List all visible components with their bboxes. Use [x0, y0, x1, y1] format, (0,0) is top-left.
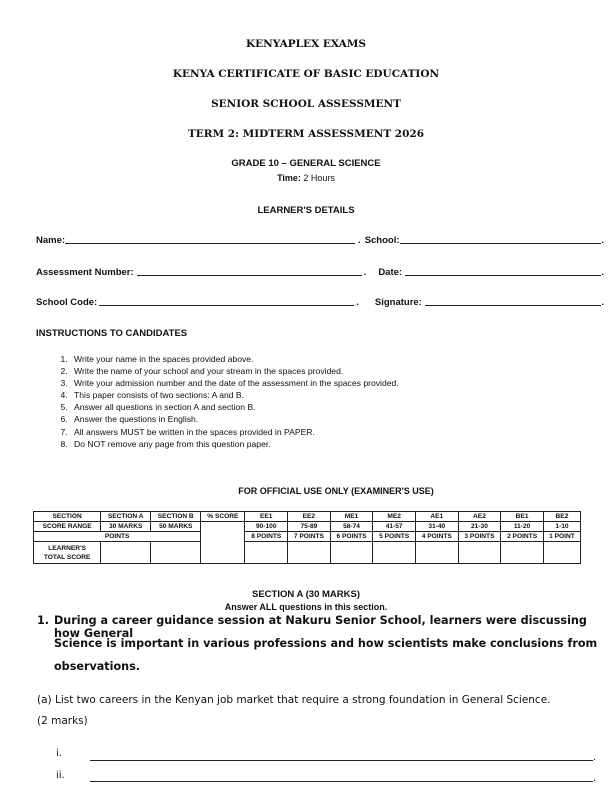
school-code-label: School Code: [36, 297, 98, 308]
table-row [34, 542, 581, 564]
instructions-title: INSTRUCTIONS TO CANDIDATES [36, 328, 188, 339]
answer-label-i: i. [56, 748, 62, 759]
question-number: 1. [37, 614, 50, 627]
instruction-item: 6. Answer the questions in English. [70, 413, 590, 425]
school-code-field[interactable] [99, 305, 354, 306]
instruction-item: 7. All answers MUST be written in the spaces provided in PAPER. [70, 426, 590, 438]
part-a-text-line-1: (a) List two careers in the Kenyan job market that require a strong foundation in General Science. [37, 694, 551, 706]
instruction-item: 3. Write your admission number and the date of the assessment in the spaces provided. [70, 377, 590, 389]
table-row [34, 522, 581, 532]
signature-field[interactable] [425, 305, 602, 306]
answer-line-ii[interactable] [90, 781, 593, 782]
table-cell: 1-10 [543, 522, 580, 532]
instruction-item: 5. Answer all questions in section A and section B. [70, 401, 590, 413]
table-cell: SECTION A [101, 512, 151, 522]
signature-label: Signature: [374, 297, 422, 308]
table-cell[interactable] [245, 542, 288, 564]
time-value: 2 Hours [303, 173, 335, 183]
table-cell: 50 MARKS [151, 522, 201, 532]
table-cell[interactable] [373, 542, 416, 564]
section-a-title: SECTION A (30 MARKS) [251, 589, 361, 600]
name-field[interactable] [65, 243, 355, 244]
score-table [33, 511, 581, 564]
table-cell[interactable] [543, 542, 580, 564]
date-label: Date: [378, 267, 403, 278]
time-label: Time: [277, 173, 301, 183]
table-cell: ME1 [330, 512, 373, 522]
table-cell[interactable] [415, 542, 458, 564]
details-row-name: Name: . School: . [36, 235, 604, 246]
instruction-item: 2. Write the name of your school and your stream in the spaces provided. [70, 365, 590, 377]
table-cell: 3 POINTS [458, 532, 501, 542]
table-cell: BE1 [501, 512, 544, 522]
table-cell: 30 MARKS [101, 522, 151, 532]
exam-body-title: KENYAPLEX EXAMS [246, 38, 366, 50]
table-cell: % SCORE [201, 512, 245, 522]
part-a-marks: (2 marks) [37, 715, 88, 727]
date-field[interactable] [405, 275, 601, 276]
table-cell: EE2 [288, 512, 331, 522]
section-b-score-cell[interactable] [151, 542, 201, 564]
table-cell: BE2 [543, 512, 580, 522]
table-cell: 41-57 [373, 522, 416, 532]
time-line [0, 173, 612, 183]
table-cell[interactable] [501, 542, 544, 564]
points-label-cell: POINTS [34, 532, 201, 542]
table-cell: AE2 [458, 512, 501, 522]
table-cell: 5 POINTS [373, 532, 416, 542]
term-title: TERM 2: MIDTERM ASSESSMENT 2026 [187, 128, 425, 140]
question-text-line-2: Science is important in various professions and how scientists make conclusions from [54, 637, 598, 650]
table-cell: 7 POINTS [288, 532, 331, 542]
instruction-item: 4. This paper consists of two sections: A and B. [70, 389, 590, 401]
table-cell: SCORE RANGE [34, 522, 101, 532]
name-label: Name: [36, 235, 66, 246]
section-a-subtitle: Answer ALL questions in this section. [224, 602, 388, 612]
table-cell: ME2 [373, 512, 416, 522]
percent-score-cell[interactable] [201, 522, 245, 564]
instruction-item: 1. Write your name in the spaces provided above. [70, 353, 590, 365]
details-row-code: School Code: . Signature: . [36, 297, 604, 308]
table-row [34, 512, 581, 522]
instructions-list [52, 353, 590, 450]
details-row-assessment: Assessment Number: . Date: . [36, 267, 604, 278]
certificate-title: KENYA CERTIFICATE OF BASIC EDUCATION [172, 68, 440, 80]
answer-line-i[interactable] [90, 760, 593, 761]
question-text-line-1: During a career guidance session at Nakuru Senior School, learners were discussing how General [54, 614, 587, 640]
school-field[interactable] [400, 243, 602, 244]
answer-label-ii: ii. [56, 770, 65, 781]
school-label: School: [364, 235, 400, 246]
table-cell: EE1 [245, 512, 288, 522]
table-cell: 21-30 [458, 522, 501, 532]
table-cell: 31-40 [415, 522, 458, 532]
table-cell: 4 POINTS [415, 532, 458, 542]
learner-details-title: LEARNER'S DETAILS [257, 205, 355, 216]
table-row [34, 532, 581, 542]
table-cell: 2 POINTS [501, 532, 544, 542]
assessment-number-label: Assessment Number: [36, 267, 134, 278]
total-score-label-1: LEARNER'S [48, 544, 87, 552]
table-cell: AE1 [415, 512, 458, 522]
grade-subject: GRADE 10 – GENERAL SCIENCE [231, 158, 381, 169]
table-cell[interactable] [458, 542, 501, 564]
question-text-line-3: observations. [54, 660, 141, 673]
table-cell: SECTION B [151, 512, 201, 522]
assessment-number-field[interactable] [137, 275, 362, 276]
table-cell[interactable] [288, 542, 331, 564]
table-cell: 11-20 [501, 522, 544, 532]
table-cell: 90-100 [245, 522, 288, 532]
table-cell[interactable] [330, 542, 373, 564]
table-cell: 1 POINT [543, 532, 580, 542]
table-cell: 75-89 [288, 522, 331, 532]
total-score-label-cell [34, 542, 101, 564]
table-cell: SECTION [34, 512, 101, 522]
assessment-title: SENIOR SCHOOL ASSESSMENT [211, 98, 401, 110]
table-cell: 58-74 [330, 522, 373, 532]
table-cell: 6 POINTS [330, 532, 373, 542]
official-use-title: FOR OFFICIAL USE ONLY (EXAMINER'S USE) [238, 486, 434, 496]
table-cell: 8 POINTS [245, 532, 288, 542]
section-a-score-cell[interactable] [101, 542, 151, 564]
instruction-item: 8. Do NOT remove any page from this question paper. [70, 438, 590, 450]
total-score-label-2: TOTAL SCORE [43, 553, 91, 561]
